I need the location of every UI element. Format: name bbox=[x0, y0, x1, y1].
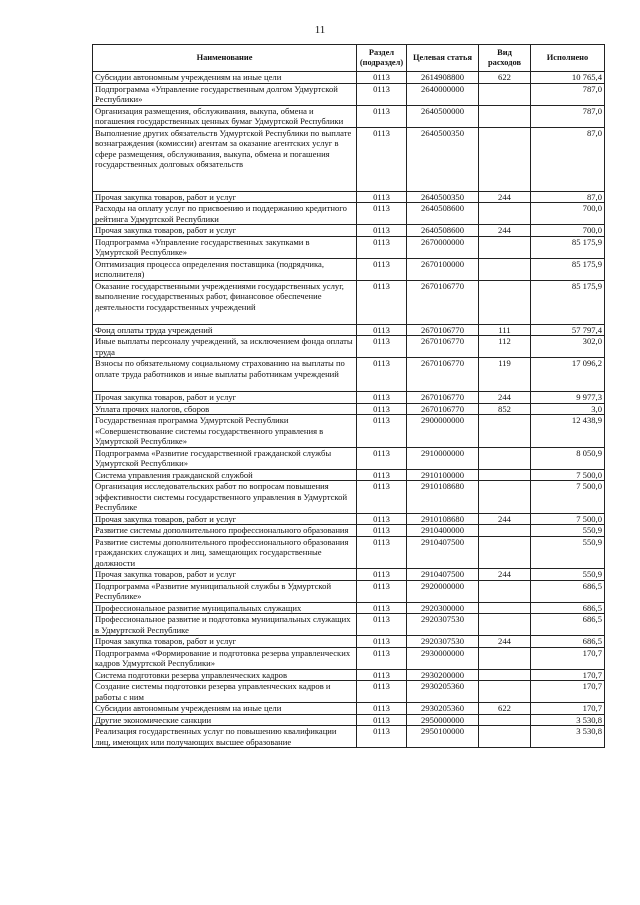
table-row bbox=[93, 191, 605, 203]
cell-executed: 700,0 bbox=[531, 203, 605, 225]
cell-article: 2920000000 bbox=[407, 580, 479, 602]
cell-name: Создание системы подготовки резерва управленческих кадров и работы с ним bbox=[93, 681, 357, 703]
cell-executed: 170,7 bbox=[531, 681, 605, 703]
cell-executed: 7 500,0 bbox=[531, 513, 605, 525]
cell-expense-type: 111 bbox=[479, 324, 531, 336]
cell-executed: 85 175,9 bbox=[531, 258, 605, 280]
cell-executed: 686,5 bbox=[531, 602, 605, 614]
cell-article: 2900000000 bbox=[407, 415, 479, 448]
cell-executed: 3,0 bbox=[531, 403, 605, 415]
cell-article: 2640500350 bbox=[407, 127, 479, 191]
cell-section: 0113 bbox=[357, 203, 407, 225]
table-row bbox=[93, 669, 605, 681]
cell-expense-type bbox=[479, 127, 531, 191]
cell-expense-type: 622 bbox=[479, 72, 531, 84]
cell-name: Подпрограмма «Развитие государственной гражданской службы Удмуртской Республики» bbox=[93, 447, 357, 469]
cell-section: 0113 bbox=[357, 726, 407, 748]
cell-name: Государственная программа Удмуртской Республики «Совершенствование системы государственного управления в Удмуртской Республике» bbox=[93, 415, 357, 448]
cell-section: 0113 bbox=[357, 105, 407, 127]
cell-article: 2950100000 bbox=[407, 726, 479, 748]
header-executed: Исполнено bbox=[531, 45, 605, 72]
table-row bbox=[93, 525, 605, 537]
cell-section: 0113 bbox=[357, 191, 407, 203]
cell-expense-type bbox=[479, 280, 531, 324]
cell-expense-type bbox=[479, 447, 531, 469]
cell-executed: 686,5 bbox=[531, 636, 605, 648]
cell-name: Подпрограмма «Управление государственных закупками в Удмуртской Республике» bbox=[93, 236, 357, 258]
cell-name: Развитие системы дополнительного профессионального образования bbox=[93, 525, 357, 537]
cell-executed: 8 050,9 bbox=[531, 447, 605, 469]
cell-article: 2910000000 bbox=[407, 447, 479, 469]
cell-executed: 7 500,0 bbox=[531, 481, 605, 514]
cell-article: 2910400000 bbox=[407, 525, 479, 537]
table-row bbox=[93, 714, 605, 726]
cell-expense-type bbox=[479, 614, 531, 636]
cell-section: 0113 bbox=[357, 525, 407, 537]
table-row bbox=[93, 536, 605, 569]
cell-article: 2670000000 bbox=[407, 236, 479, 258]
cell-expense-type: 112 bbox=[479, 336, 531, 358]
cell-section: 0113 bbox=[357, 83, 407, 105]
cell-section: 0113 bbox=[357, 358, 407, 392]
cell-executed: 787,0 bbox=[531, 83, 605, 105]
cell-name: Расходы на оплату услуг по присвоению и поддержанию кредитного рейтинга Удмуртской Республики bbox=[93, 203, 357, 225]
cell-expense-type: 119 bbox=[479, 358, 531, 392]
cell-expense-type: 244 bbox=[479, 569, 531, 581]
cell-article: 2930205360 bbox=[407, 703, 479, 715]
cell-expense-type: 244 bbox=[479, 513, 531, 525]
cell-expense-type bbox=[479, 602, 531, 614]
cell-name: Фонд оплаты труда учреждений bbox=[93, 324, 357, 336]
cell-name: Подпрограмма «Формирование и подготовка резерва управленческих кадров Удмуртской Республики» bbox=[93, 647, 357, 669]
cell-section: 0113 bbox=[357, 336, 407, 358]
cell-name: Другие экономические санкции bbox=[93, 714, 357, 726]
table-row bbox=[93, 580, 605, 602]
cell-name: Система подготовки резерва управленческих кадров bbox=[93, 669, 357, 681]
cell-article: 2930205360 bbox=[407, 681, 479, 703]
cell-article: 2640508600 bbox=[407, 225, 479, 237]
cell-executed: 550,9 bbox=[531, 569, 605, 581]
cell-section: 0113 bbox=[357, 513, 407, 525]
table-row bbox=[93, 324, 605, 336]
table-row bbox=[93, 105, 605, 127]
cell-expense-type bbox=[479, 258, 531, 280]
header-name: Наименование bbox=[93, 45, 357, 72]
cell-article: 2950000000 bbox=[407, 714, 479, 726]
cell-executed: 87,0 bbox=[531, 127, 605, 191]
cell-name: Выполнение других обязательств Удмуртской Республики по выплате вознаграждения (комиссии) агентам за оказание агентских услуг в сфере размещения, обслуживания, выкупа, обмена и погашения государственных долговых обязательств bbox=[93, 127, 357, 191]
table-header-row bbox=[93, 45, 605, 72]
cell-section: 0113 bbox=[357, 324, 407, 336]
cell-expense-type: 622 bbox=[479, 703, 531, 715]
cell-section: 0113 bbox=[357, 580, 407, 602]
cell-executed: 57 797,4 bbox=[531, 324, 605, 336]
cell-expense-type bbox=[479, 105, 531, 127]
table-row bbox=[93, 236, 605, 258]
cell-expense-type bbox=[479, 415, 531, 448]
cell-expense-type: 244 bbox=[479, 392, 531, 404]
cell-section: 0113 bbox=[357, 536, 407, 569]
cell-name: Реализация государственных услуг по повышению квалификации лиц, имеющих или получающих высшее образование bbox=[93, 726, 357, 748]
table-row bbox=[93, 602, 605, 614]
cell-expense-type bbox=[479, 536, 531, 569]
cell-article: 2910407500 bbox=[407, 536, 479, 569]
cell-executed: 170,7 bbox=[531, 669, 605, 681]
cell-executed: 686,5 bbox=[531, 614, 605, 636]
cell-section: 0113 bbox=[357, 225, 407, 237]
cell-section: 0113 bbox=[357, 447, 407, 469]
cell-name: Оптимизация процесса определения поставщика (подрядчика, исполнителя) bbox=[93, 258, 357, 280]
cell-article: 2670106770 bbox=[407, 336, 479, 358]
cell-executed: 9 977,3 bbox=[531, 392, 605, 404]
cell-section: 0113 bbox=[357, 602, 407, 614]
cell-article: 2930200000 bbox=[407, 669, 479, 681]
cell-name: Субсидии автономным учреждениям на иные цели bbox=[93, 72, 357, 84]
table-row bbox=[93, 72, 605, 84]
cell-name: Прочая закупка товаров, работ и услуг bbox=[93, 636, 357, 648]
cell-name: Уплата прочих налогов, сборов bbox=[93, 403, 357, 415]
cell-article: 2670100000 bbox=[407, 258, 479, 280]
cell-section: 0113 bbox=[357, 403, 407, 415]
cell-section: 0113 bbox=[357, 258, 407, 280]
cell-expense-type bbox=[479, 647, 531, 669]
cell-expense-type bbox=[479, 469, 531, 481]
cell-expense-type: 244 bbox=[479, 636, 531, 648]
cell-executed: 700,0 bbox=[531, 225, 605, 237]
cell-name: Оказание государственными учреждениями государственных услуг, выполнение государственных работ, финансовое обеспечение деятельности государственных учреждений bbox=[93, 280, 357, 324]
cell-expense-type: 244 bbox=[479, 191, 531, 203]
cell-section: 0113 bbox=[357, 469, 407, 481]
cell-section: 0113 bbox=[357, 280, 407, 324]
table-row bbox=[93, 481, 605, 514]
cell-article: 2910100000 bbox=[407, 469, 479, 481]
cell-section: 0113 bbox=[357, 415, 407, 448]
cell-name: Развитие системы дополнительного профессионального образования гражданских служащих и лиц, замещающих государственные должности bbox=[93, 536, 357, 569]
cell-expense-type bbox=[479, 83, 531, 105]
cell-section: 0113 bbox=[357, 681, 407, 703]
cell-executed: 686,5 bbox=[531, 580, 605, 602]
cell-article: 2910108680 bbox=[407, 513, 479, 525]
cell-section: 0113 bbox=[357, 72, 407, 84]
cell-section: 0113 bbox=[357, 127, 407, 191]
cell-executed: 3 530,8 bbox=[531, 726, 605, 748]
cell-expense-type bbox=[479, 236, 531, 258]
table-row bbox=[93, 726, 605, 748]
table-row bbox=[93, 636, 605, 648]
page-number: 11 bbox=[314, 24, 326, 36]
cell-name: Подпрограмма «Управление государственным долгом Удмуртской Республики» bbox=[93, 83, 357, 105]
cell-article: 2640500350 bbox=[407, 191, 479, 203]
cell-name: Профессиональное развитие и подготовка муниципальных служащих в Удмуртской Республике bbox=[93, 614, 357, 636]
table-row bbox=[93, 647, 605, 669]
table-row bbox=[93, 203, 605, 225]
cell-article: 2640500000 bbox=[407, 105, 479, 127]
cell-article: 2670106770 bbox=[407, 324, 479, 336]
cell-name: Организация размещения, обслуживания, выкупа, обмена и погашения государственных ценных бумаг Удмуртской Республики bbox=[93, 105, 357, 127]
cell-name: Прочая закупка товаров, работ и услуг bbox=[93, 191, 357, 203]
cell-executed: 10 765,4 bbox=[531, 72, 605, 84]
cell-section: 0113 bbox=[357, 703, 407, 715]
cell-name: Подпрограмма «Развитие муниципальной службы в Удмуртской Республике» bbox=[93, 580, 357, 602]
table-row bbox=[93, 415, 605, 448]
cell-article: 2930000000 bbox=[407, 647, 479, 669]
table-row bbox=[93, 569, 605, 581]
cell-expense-type bbox=[479, 714, 531, 726]
cell-executed: 87,0 bbox=[531, 191, 605, 203]
table-row bbox=[93, 403, 605, 415]
table-row bbox=[93, 513, 605, 525]
cell-executed: 17 096,2 bbox=[531, 358, 605, 392]
cell-executed: 85 175,9 bbox=[531, 236, 605, 258]
cell-name: Организация исследовательских работ по вопросам повышения эффективности системы государственного управления в Удмуртской Республике bbox=[93, 481, 357, 514]
table-row bbox=[93, 358, 605, 392]
cell-expense-type bbox=[479, 580, 531, 602]
cell-executed: 170,7 bbox=[531, 647, 605, 669]
cell-expense-type bbox=[479, 681, 531, 703]
table-row bbox=[93, 469, 605, 481]
cell-name: Прочая закупка товаров, работ и услуг bbox=[93, 392, 357, 404]
cell-article: 2670106770 bbox=[407, 392, 479, 404]
cell-expense-type bbox=[479, 726, 531, 748]
table-row bbox=[93, 83, 605, 105]
table-row bbox=[93, 336, 605, 358]
cell-executed: 550,9 bbox=[531, 525, 605, 537]
cell-name: Прочая закупка товаров, работ и услуг bbox=[93, 225, 357, 237]
cell-article: 2670106770 bbox=[407, 403, 479, 415]
cell-expense-type: 852 bbox=[479, 403, 531, 415]
cell-section: 0113 bbox=[357, 236, 407, 258]
cell-section: 0113 bbox=[357, 481, 407, 514]
table-row bbox=[93, 225, 605, 237]
header-article: Целевая статья bbox=[407, 45, 479, 72]
cell-article: 2920307530 bbox=[407, 614, 479, 636]
table-row bbox=[93, 681, 605, 703]
cell-executed: 170,7 bbox=[531, 703, 605, 715]
cell-name: Прочая закупка товаров, работ и услуг bbox=[93, 513, 357, 525]
cell-section: 0113 bbox=[357, 647, 407, 669]
cell-expense-type bbox=[479, 203, 531, 225]
table-row bbox=[93, 127, 605, 191]
cell-article: 2640000000 bbox=[407, 83, 479, 105]
cell-article: 2920307530 bbox=[407, 636, 479, 648]
cell-name: Взносы по обязательному социальному страхованию на выплаты по оплате труда работников и иные выплаты работникам учреждений bbox=[93, 358, 357, 392]
cell-name: Система управления гражданской службой bbox=[93, 469, 357, 481]
table-row bbox=[93, 703, 605, 715]
cell-article: 2910407500 bbox=[407, 569, 479, 581]
table-row bbox=[93, 280, 605, 324]
cell-name: Прочая закупка товаров, работ и услуг bbox=[93, 569, 357, 581]
cell-article: 2910108680 bbox=[407, 481, 479, 514]
cell-article: 2614908800 bbox=[407, 72, 479, 84]
table-row bbox=[93, 258, 605, 280]
table-row bbox=[93, 614, 605, 636]
cell-name: Субсидии автономным учреждениям на иные цели bbox=[93, 703, 357, 715]
cell-executed: 12 438,9 bbox=[531, 415, 605, 448]
cell-executed: 787,0 bbox=[531, 105, 605, 127]
cell-section: 0113 bbox=[357, 614, 407, 636]
cell-executed: 7 500,0 bbox=[531, 469, 605, 481]
cell-name: Профессиональное развитие муниципальных служащих bbox=[93, 602, 357, 614]
table-row bbox=[93, 447, 605, 469]
cell-section: 0113 bbox=[357, 714, 407, 726]
header-section: Раздел (подраздел) bbox=[357, 45, 407, 72]
budget-table bbox=[92, 44, 605, 748]
cell-executed: 85 175,9 bbox=[531, 280, 605, 324]
cell-executed: 302,0 bbox=[531, 336, 605, 358]
cell-expense-type bbox=[479, 669, 531, 681]
cell-article: 2920300000 bbox=[407, 602, 479, 614]
cell-article: 2640508600 bbox=[407, 203, 479, 225]
cell-executed: 3 530,8 bbox=[531, 714, 605, 726]
cell-section: 0113 bbox=[357, 669, 407, 681]
cell-name: Иные выплаты персоналу учреждений, за исключением фонда оплаты труда bbox=[93, 336, 357, 358]
cell-article: 2670106770 bbox=[407, 280, 479, 324]
cell-section: 0113 bbox=[357, 392, 407, 404]
cell-executed: 550,9 bbox=[531, 536, 605, 569]
header-expense-type: Вид расходов bbox=[479, 45, 531, 72]
cell-section: 0113 bbox=[357, 636, 407, 648]
cell-expense-type: 244 bbox=[479, 225, 531, 237]
cell-expense-type bbox=[479, 481, 531, 514]
cell-section: 0113 bbox=[357, 569, 407, 581]
cell-article: 2670106770 bbox=[407, 358, 479, 392]
cell-expense-type bbox=[479, 525, 531, 537]
table-row bbox=[93, 392, 605, 404]
